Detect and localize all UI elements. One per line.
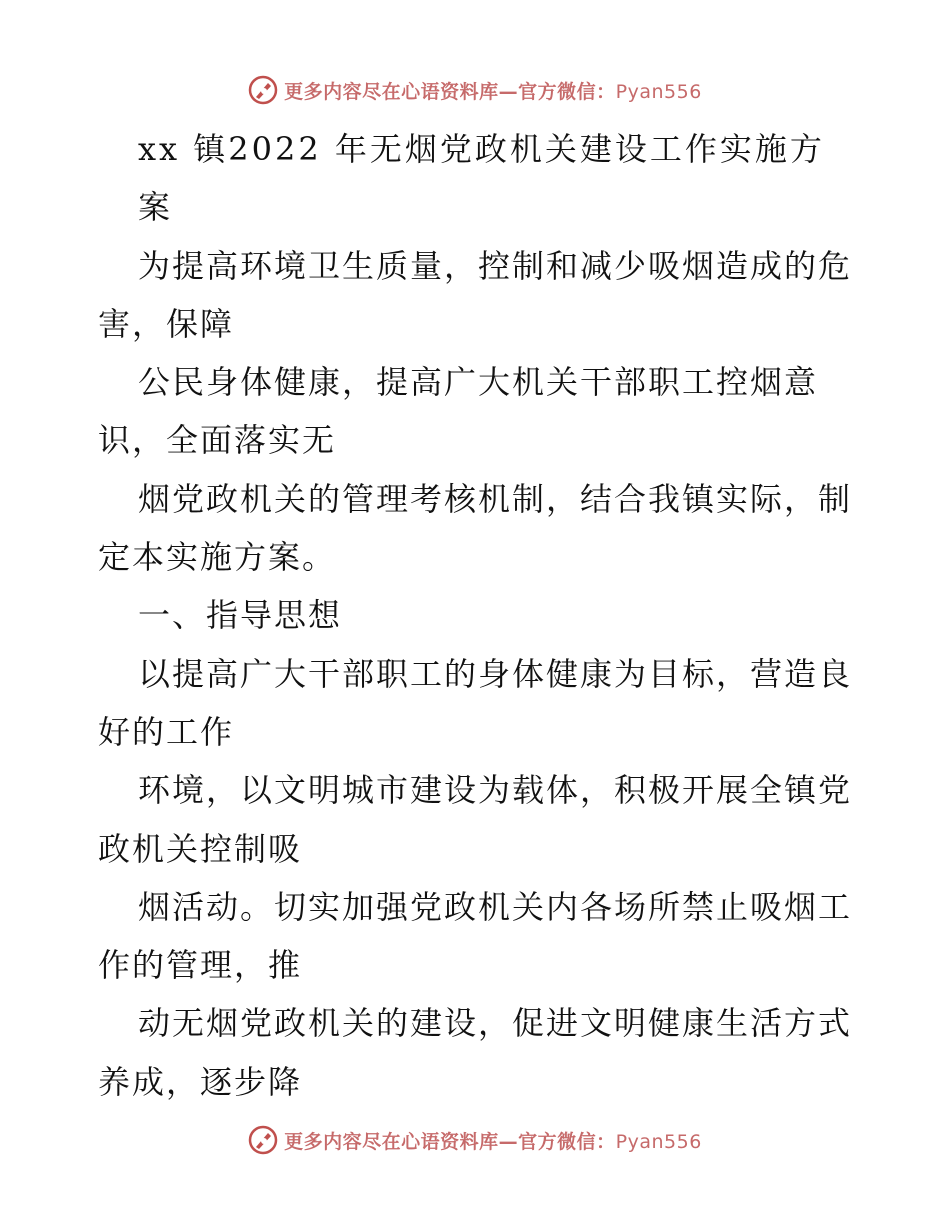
paragraph-line: 作的管理，推 xyxy=(98,946,303,985)
paragraph-line: 公民身体健康，提高广大机关干部职工控烟意 xyxy=(138,363,819,402)
paragraph-line: 政机关控制吸 xyxy=(98,829,303,868)
paragraph-line: 养成，逐步降 xyxy=(98,1062,303,1101)
document-title-line-1: xx 镇2022 年无烟党政机关建设工作实施方 xyxy=(138,130,825,168)
paragraph-line: 为提高环境卫生质量，控制和减少吸烟造成的危 xyxy=(138,246,853,285)
watermark-wechat-id: Pyan556 xyxy=(615,1130,702,1153)
paragraph-line: 烟活动。切实加强党政机关内各场所禁止吸烟工 xyxy=(138,887,853,926)
paragraph-line: 好的工作 xyxy=(98,712,235,751)
paragraph-line: 烟党政机关的管理考核机制，结合我镇实际，制 xyxy=(138,479,853,518)
paragraph-line: 环境，以文明城市建设为载体，积极开展全镇党 xyxy=(138,771,853,810)
pen-logo-icon xyxy=(248,75,278,105)
document-body xyxy=(98,120,858,1111)
watermark-footer xyxy=(0,1120,950,1160)
paragraph-line: 动无烟党政机关的建设，促进文明健康生活方式 xyxy=(138,1004,853,1043)
document-title-line-2: 案 xyxy=(138,188,174,227)
watermark-text: 更多内容尽在心语资料库—官方微信：Pyan556 xyxy=(284,1130,702,1153)
watermark-text: 更多内容尽在心语资料库—官方微信：Pyan556 xyxy=(284,80,702,103)
pen-logo-icon xyxy=(248,1125,278,1155)
paragraph-line: 以提高广大干部职工的身体健康为目标，营造良 xyxy=(138,654,853,693)
paragraph-line: 定本实施方案。 xyxy=(98,538,337,577)
paragraph-line: 识，全面落实无 xyxy=(98,421,337,460)
watermark-header xyxy=(0,70,950,110)
watermark-wechat-id: Pyan556 xyxy=(615,80,702,103)
section-heading: 一、指导思想 xyxy=(138,596,343,635)
paragraph-line: 害，保障 xyxy=(98,304,235,343)
